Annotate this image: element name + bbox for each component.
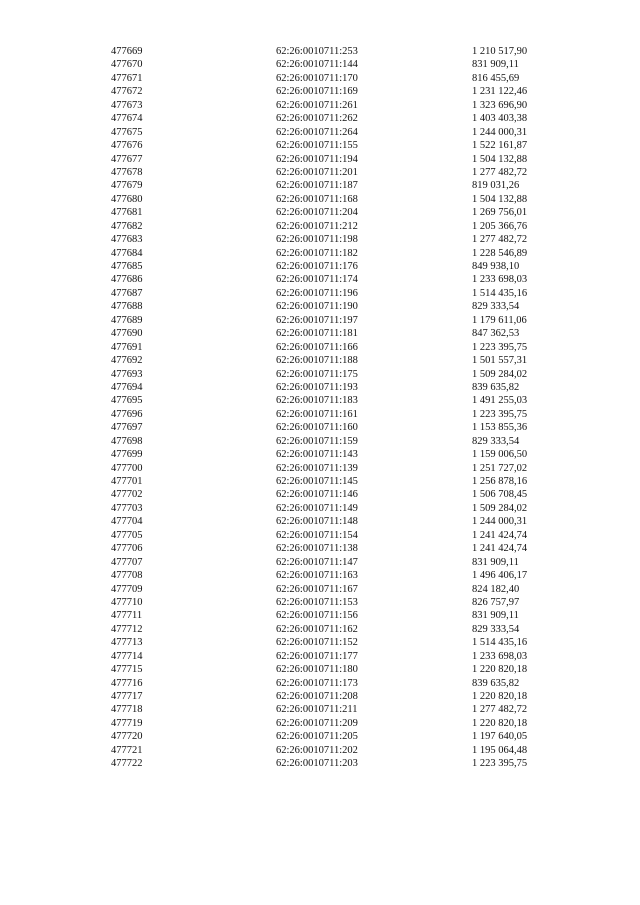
row-number-cell: 477679 [111, 180, 143, 192]
row-number-cell: 477702 [111, 489, 143, 501]
cadastral-value-cell: 1 223 395,75 [472, 408, 528, 420]
cadastral-value-cell: 1 277 482,72 [472, 234, 528, 246]
cadastral-value-cell: 819 031,26 [472, 180, 520, 192]
cadastral-number-cell: 62:26:0010711:204 [276, 207, 358, 219]
cadastral-value-cell: 1 277 482,72 [472, 704, 528, 716]
cadastral-number-cell: 62:26:0010711:201 [276, 166, 358, 178]
cadastral-value-cell: 1 197 640,05 [472, 731, 528, 743]
cadastral-number-cell: 62:26:0010711:148 [276, 516, 358, 528]
table-row [0, 757, 640, 770]
table-row [0, 112, 640, 125]
cadastral-number-cell: 62:26:0010711:187 [276, 180, 358, 192]
table-row [0, 99, 640, 112]
table-row [0, 368, 640, 381]
cadastral-value-cell: 1 233 698,03 [472, 274, 528, 286]
cadastral-value-cell: 1 251 727,02 [472, 462, 528, 474]
cadastral-number-cell: 62:26:0010711:155 [276, 140, 358, 152]
cadastral-number-cell: 62:26:0010711:183 [276, 395, 358, 407]
cadastral-number-cell: 62:26:0010711:253 [276, 46, 358, 57]
row-number-cell: 477710 [111, 596, 143, 608]
row-number-cell: 477694 [111, 381, 143, 393]
cadastral-value-table [0, 45, 640, 771]
table-row [0, 354, 640, 367]
cadastral-value-cell: 1 223 395,75 [472, 758, 528, 770]
row-number-cell: 477690 [111, 328, 143, 340]
table-row [0, 488, 640, 501]
cadastral-number-cell: 62:26:0010711:261 [276, 99, 358, 111]
row-number-cell: 477692 [111, 355, 143, 367]
cadastral-value-cell: 1 228 546,89 [472, 247, 528, 259]
row-number-cell: 477674 [111, 113, 143, 125]
cadastral-number-cell: 62:26:0010711:146 [276, 489, 358, 501]
row-number-cell: 477707 [111, 556, 143, 568]
row-number-cell: 477671 [111, 72, 143, 84]
table-row [0, 502, 640, 515]
table-row [0, 273, 640, 286]
table-row [0, 327, 640, 340]
table-row [0, 193, 640, 206]
row-number-cell: 477693 [111, 368, 143, 380]
cadastral-value-cell: 1 514 435,16 [472, 637, 528, 649]
table-row [0, 153, 640, 166]
cadastral-number-cell: 62:26:0010711:262 [276, 113, 358, 125]
table-row [0, 220, 640, 233]
table-row [0, 206, 640, 219]
table-row [0, 85, 640, 98]
cadastral-value-cell: 1 269 756,01 [472, 207, 528, 219]
row-number-cell: 477708 [111, 570, 143, 582]
row-number-cell: 477722 [111, 758, 143, 770]
row-number-cell: 477703 [111, 502, 143, 514]
table-row [0, 126, 640, 139]
cadastral-value-cell: 1 220 820,18 [472, 664, 528, 676]
table-row [0, 569, 640, 582]
cadastral-value-cell: 1 241 424,74 [472, 543, 528, 555]
table-row [0, 730, 640, 743]
cadastral-value-cell: 1 509 284,02 [472, 368, 528, 380]
table-row [0, 381, 640, 394]
cadastral-number-cell: 62:26:0010711:188 [276, 355, 358, 367]
row-number-cell: 477695 [111, 395, 143, 407]
cadastral-value-cell: 816 455,69 [472, 72, 520, 84]
cadastral-number-cell: 62:26:0010711:202 [276, 744, 358, 756]
cadastral-value-cell: 829 333,54 [472, 435, 520, 447]
cadastral-number-cell: 62:26:0010711:160 [276, 422, 358, 434]
row-number-cell: 477704 [111, 516, 143, 528]
cadastral-value-cell: 1 244 000,31 [472, 516, 528, 528]
cadastral-number-cell: 62:26:0010711:166 [276, 341, 358, 353]
row-number-cell: 477683 [111, 234, 143, 246]
cadastral-number-cell: 62:26:0010711:181 [276, 328, 358, 340]
cadastral-number-cell: 62:26:0010711:264 [276, 126, 358, 138]
row-number-cell: 477685 [111, 261, 143, 272]
row-number-cell: 477721 [111, 744, 143, 756]
table-row [0, 139, 640, 152]
table-row [0, 677, 640, 690]
cadastral-value-cell: 1 496 406,17 [472, 570, 528, 582]
table-row [0, 596, 640, 609]
row-number-cell: 477713 [111, 637, 143, 649]
row-number-cell: 477670 [111, 59, 143, 71]
table-row [0, 703, 640, 716]
cadastral-number-cell: 62:26:0010711:209 [276, 717, 358, 729]
cadastral-value-cell: 829 333,54 [472, 301, 520, 313]
cadastral-number-cell: 62:26:0010711:205 [276, 731, 358, 743]
table-row [0, 515, 640, 528]
table-row [0, 179, 640, 192]
row-number-cell: 477687 [111, 287, 143, 299]
row-number-cell: 477701 [111, 476, 143, 487]
cadastral-number-cell: 62:26:0010711:198 [276, 234, 358, 246]
table-row [0, 636, 640, 649]
row-number-cell: 477680 [111, 193, 143, 205]
row-number-cell: 477672 [111, 86, 143, 98]
cadastral-value-cell: 847 362,53 [472, 328, 520, 340]
cadastral-number-cell: 62:26:0010711:170 [276, 72, 358, 84]
row-number-cell: 477688 [111, 301, 143, 313]
table-row [0, 314, 640, 327]
cadastral-value-cell: 1 403 403,38 [472, 113, 528, 125]
cadastral-value-cell: 1 509 284,02 [472, 502, 528, 514]
row-number-cell: 477700 [111, 462, 143, 474]
cadastral-value-cell: 849 938,10 [472, 261, 520, 272]
table-row [0, 650, 640, 663]
table-row [0, 408, 640, 421]
cadastral-number-cell: 62:26:0010711:139 [276, 462, 358, 474]
cadastral-value-cell: 1 491 255,03 [472, 395, 528, 407]
cadastral-value-cell: 831 909,11 [472, 59, 519, 71]
table-row [0, 542, 640, 555]
table-row [0, 744, 640, 757]
row-number-cell: 477675 [111, 126, 143, 138]
cadastral-value-cell: 826 757,97 [472, 596, 520, 608]
row-number-cell: 477673 [111, 99, 143, 111]
row-number-cell: 477711 [111, 610, 143, 622]
row-number-cell: 477686 [111, 274, 143, 286]
row-number-cell: 477706 [111, 543, 143, 555]
table-row [0, 623, 640, 636]
cadastral-number-cell: 62:26:0010711:161 [276, 408, 358, 420]
table-row [0, 341, 640, 354]
cadastral-number-cell: 62:26:0010711:180 [276, 664, 358, 676]
cadastral-number-cell: 62:26:0010711:144 [276, 59, 358, 71]
table-row [0, 529, 640, 542]
cadastral-value-cell: 1 504 132,88 [472, 193, 528, 205]
cadastral-value-cell: 1 233 698,03 [472, 650, 528, 662]
row-number-cell: 477681 [111, 207, 143, 219]
cadastral-number-cell: 62:26:0010711:212 [276, 220, 358, 232]
cadastral-number-cell: 62:26:0010711:193 [276, 381, 358, 393]
row-number-cell: 477705 [111, 529, 143, 541]
row-number-cell: 477709 [111, 583, 143, 595]
cadastral-value-cell: 1 153 855,36 [472, 422, 528, 434]
table-row [0, 583, 640, 596]
cadastral-value-cell: 831 909,11 [472, 556, 519, 568]
cadastral-number-cell: 62:26:0010711:176 [276, 261, 358, 272]
row-number-cell: 477719 [111, 717, 143, 729]
cadastral-value-cell: 831 909,11 [472, 610, 519, 622]
cadastral-value-cell: 1 522 161,87 [472, 140, 528, 152]
cadastral-number-cell: 62:26:0010711:167 [276, 583, 358, 595]
table-row [0, 690, 640, 703]
row-number-cell: 477699 [111, 449, 143, 461]
cadastral-value-cell: 1 241 424,74 [472, 529, 528, 541]
row-number-cell: 477715 [111, 664, 143, 676]
table-row [0, 287, 640, 300]
cadastral-number-cell: 62:26:0010711:175 [276, 368, 358, 380]
cadastral-value-cell: 1 323 696,90 [472, 99, 528, 111]
cadastral-value-cell: 829 333,54 [472, 623, 520, 635]
cadastral-number-cell: 62:26:0010711:147 [276, 556, 358, 568]
cadastral-value-cell: 1 179 611,06 [472, 314, 527, 326]
cadastral-value-cell: 1 514 435,16 [472, 287, 528, 299]
row-number-cell: 477691 [111, 341, 143, 353]
row-number-cell: 477698 [111, 435, 143, 447]
table-row [0, 435, 640, 448]
table-row [0, 421, 640, 434]
row-number-cell: 477712 [111, 623, 143, 635]
table-row [0, 394, 640, 407]
cadastral-number-cell: 62:26:0010711:174 [276, 274, 358, 286]
table-row [0, 260, 640, 273]
cadastral-value-cell: 1 231 122,46 [472, 86, 528, 98]
row-number-cell: 477676 [111, 140, 143, 152]
cadastral-number-cell: 62:26:0010711:197 [276, 314, 358, 326]
table-row [0, 233, 640, 246]
row-number-cell: 477697 [111, 422, 143, 434]
table-row [0, 300, 640, 313]
cadastral-number-cell: 62:26:0010711:168 [276, 193, 358, 205]
cadastral-number-cell: 62:26:0010711:149 [276, 502, 358, 514]
cadastral-value-cell: 1 223 395,75 [472, 341, 528, 353]
cadastral-number-cell: 62:26:0010711:211 [276, 704, 358, 716]
cadastral-number-cell: 62:26:0010711:173 [276, 677, 358, 689]
table-row [0, 166, 640, 179]
table-row [0, 462, 640, 475]
cadastral-number-cell: 62:26:0010711:177 [276, 650, 358, 662]
cadastral-value-cell: 1 210 517,90 [472, 46, 528, 57]
table-row [0, 247, 640, 260]
table-row [0, 475, 640, 488]
cadastral-number-cell: 62:26:0010711:182 [276, 247, 358, 259]
row-number-cell: 477718 [111, 704, 143, 716]
cadastral-value-cell: 1 244 000,31 [472, 126, 528, 138]
cadastral-number-cell: 62:26:0010711:153 [276, 596, 358, 608]
table-row [0, 72, 640, 85]
cadastral-number-cell: 62:26:0010711:196 [276, 287, 358, 299]
row-number-cell: 477696 [111, 408, 143, 420]
cadastral-number-cell: 62:26:0010711:138 [276, 543, 358, 555]
cadastral-value-cell: 1 159 006,50 [472, 449, 528, 461]
cadastral-value-cell: 824 182,40 [472, 583, 520, 595]
table-row [0, 58, 640, 71]
cadastral-value-cell: 1 195 064,48 [472, 744, 528, 756]
cadastral-number-cell: 62:26:0010711:156 [276, 610, 358, 622]
cadastral-number-cell: 62:26:0010711:208 [276, 691, 358, 702]
row-number-cell: 477716 [111, 677, 143, 689]
table-row [0, 663, 640, 676]
cadastral-number-cell: 62:26:0010711:194 [276, 153, 358, 165]
table-row [0, 717, 640, 730]
cadastral-value-cell: 1 506 708,45 [472, 489, 528, 501]
cadastral-number-cell: 62:26:0010711:159 [276, 435, 358, 447]
cadastral-value-cell: 1 504 132,88 [472, 153, 528, 165]
cadastral-value-cell: 1 205 366,76 [472, 220, 528, 232]
cadastral-value-cell: 1 220 820,18 [472, 691, 528, 702]
cadastral-number-cell: 62:26:0010711:169 [276, 86, 358, 98]
cadastral-number-cell: 62:26:0010711:145 [276, 476, 358, 487]
row-number-cell: 477714 [111, 650, 143, 662]
table-row [0, 448, 640, 461]
row-number-cell: 477720 [111, 731, 143, 743]
row-number-cell: 477677 [111, 153, 143, 165]
row-number-cell: 477678 [111, 166, 143, 178]
cadastral-value-cell: 1 220 820,18 [472, 717, 528, 729]
cadastral-value-cell: 839 635,82 [472, 381, 520, 393]
cadastral-number-cell: 62:26:0010711:143 [276, 449, 358, 461]
row-number-cell: 477682 [111, 220, 143, 232]
table-row [0, 45, 640, 58]
table-row [0, 556, 640, 569]
table-row [0, 609, 640, 622]
row-number-cell: 477689 [111, 314, 143, 326]
row-number-cell: 477717 [111, 691, 143, 702]
cadastral-number-cell: 62:26:0010711:190 [276, 301, 358, 313]
cadastral-number-cell: 62:26:0010711:163 [276, 570, 358, 582]
cadastral-number-cell: 62:26:0010711:152 [276, 637, 358, 649]
cadastral-number-cell: 62:26:0010711:162 [276, 623, 358, 635]
cadastral-number-cell: 62:26:0010711:154 [276, 529, 358, 541]
cadastral-value-cell: 839 635,82 [472, 677, 520, 689]
cadastral-value-cell: 1 277 482,72 [472, 166, 528, 178]
cadastral-value-cell: 1 501 557,31 [472, 355, 528, 367]
cadastral-number-cell: 62:26:0010711:203 [276, 758, 358, 770]
row-number-cell: 477669 [111, 46, 143, 57]
row-number-cell: 477684 [111, 247, 143, 259]
cadastral-value-cell: 1 256 878,16 [472, 476, 528, 487]
